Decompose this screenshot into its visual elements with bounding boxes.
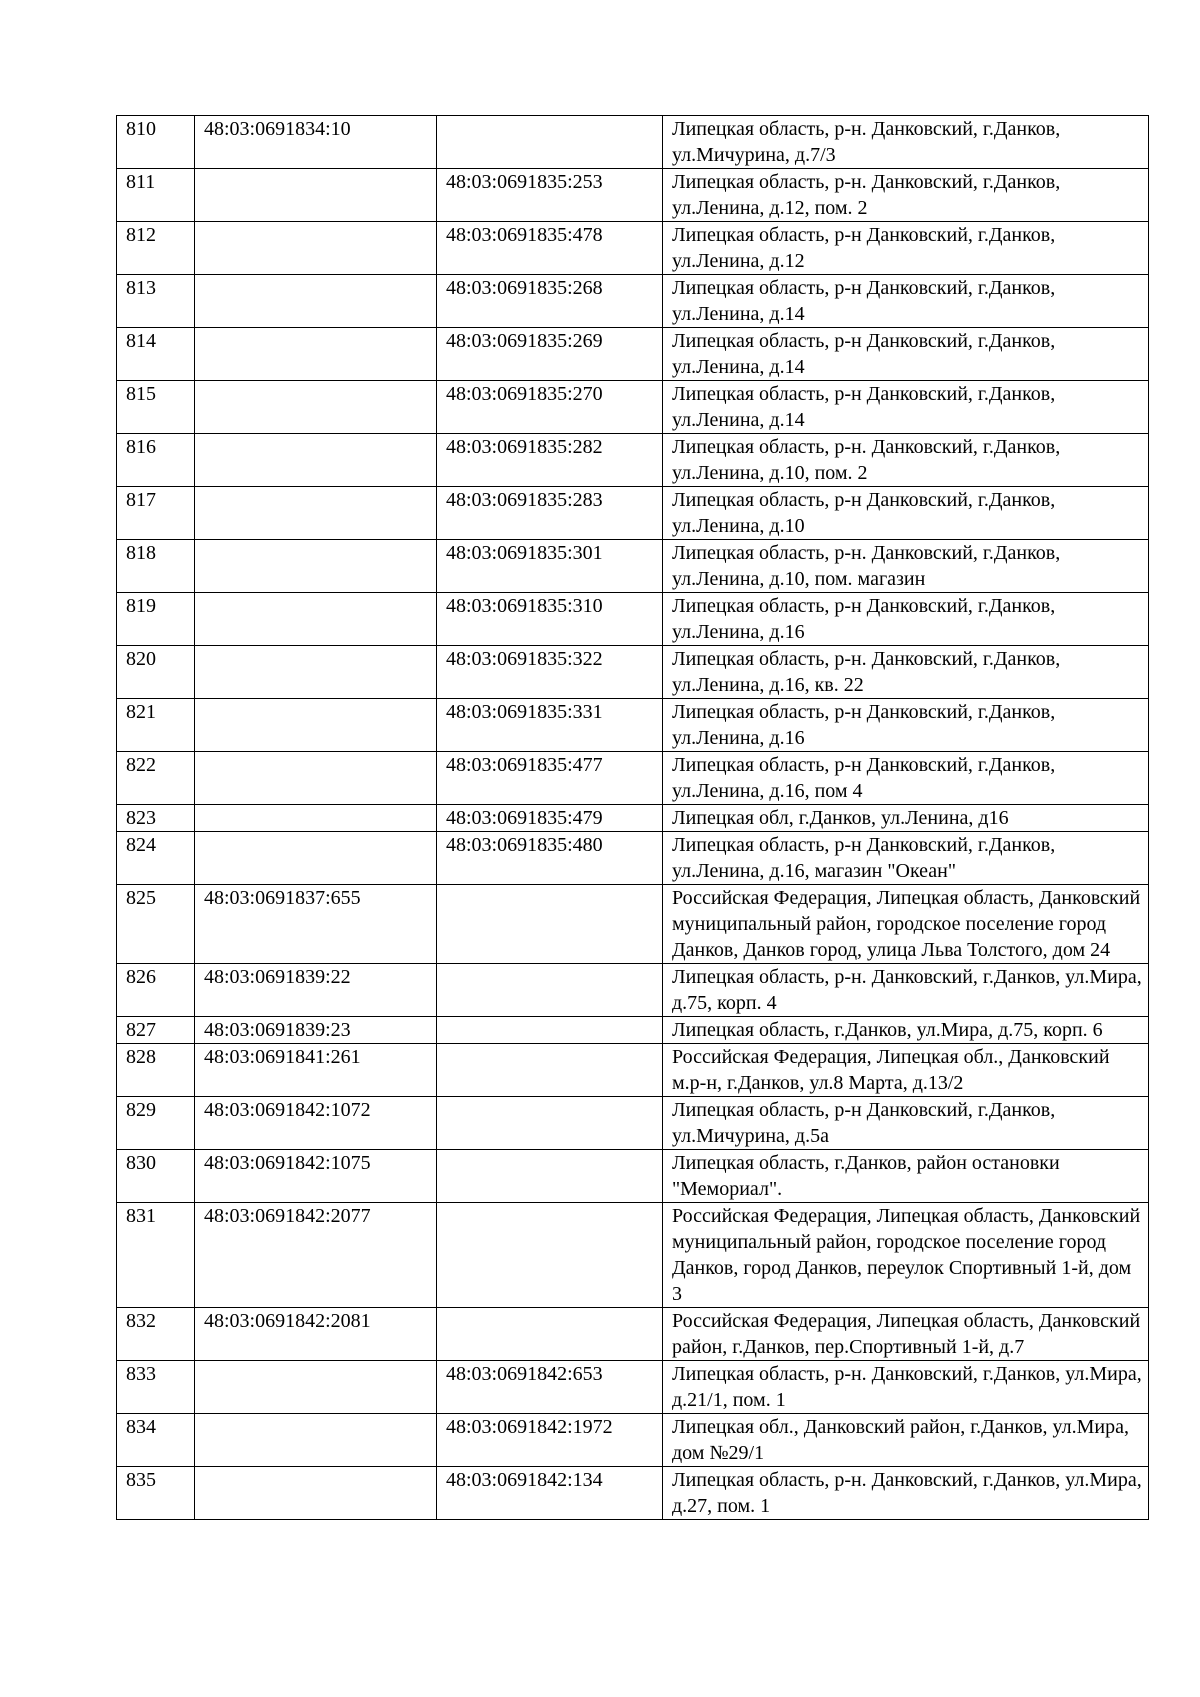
address-cell: Липецкая область, р-н Данковский, г.Данков, ул.Ленина, д.14: [663, 328, 1149, 381]
address-cell: Липецкая область, р-н. Данковский, г.Данков, ул.Ленина, д.10, пом. магазин: [663, 540, 1149, 593]
row-number-cell: 812: [117, 222, 195, 275]
land-cadastral-number-cell: [195, 169, 437, 222]
table-row: [117, 885, 1149, 964]
table-row: [117, 1414, 1149, 1467]
building-cadastral-number-cell: 48:03:0691835:480: [437, 832, 663, 885]
row-number-cell: 816: [117, 434, 195, 487]
land-cadastral-number-cell: [195, 540, 437, 593]
address-cell: Липецкая область, р-н Данковский, г.Данков, ул.Ленина, д.16: [663, 593, 1149, 646]
row-number-cell: 822: [117, 752, 195, 805]
land-cadastral-number-cell: [195, 222, 437, 275]
building-cadastral-number-cell: 48:03:0691835:282: [437, 434, 663, 487]
building-cadastral-number-cell: 48:03:0691835:270: [437, 381, 663, 434]
address-cell: Липецкая обл, г.Данков, ул.Ленина, д16: [663, 805, 1149, 832]
table-row: [117, 169, 1149, 222]
table-row: [117, 1150, 1149, 1203]
table-row: [117, 275, 1149, 328]
address-cell: Липецкая область, р-н Данковский, г.Данков, ул.Мичурина, д.5а: [663, 1097, 1149, 1150]
land-cadastral-number-cell: 48:03:0691837:655: [195, 885, 437, 964]
row-number-cell: 824: [117, 832, 195, 885]
land-cadastral-number-cell: [195, 328, 437, 381]
row-number-cell: 813: [117, 275, 195, 328]
building-cadastral-number-cell: 48:03:0691835:477: [437, 752, 663, 805]
row-number-cell: 811: [117, 169, 195, 222]
table-row: [117, 434, 1149, 487]
land-cadastral-number-cell: [195, 646, 437, 699]
row-number-cell: 819: [117, 593, 195, 646]
address-cell: Липецкая обл., Данковский район, г.Данков, ул.Мира, дом №29/1: [663, 1414, 1149, 1467]
building-cadastral-number-cell: 48:03:0691835:310: [437, 593, 663, 646]
table-row: [117, 699, 1149, 752]
address-cell: Российская Федерация, Липецкая обл., Данковский м.р-н, г.Данков, ул.8 Марта, д.13/2: [663, 1044, 1149, 1097]
land-cadastral-number-cell: [195, 1467, 437, 1520]
address-cell: Липецкая область, р-н. Данковский, г.Данков, ул.Ленина, д.10, пом. 2: [663, 434, 1149, 487]
building-cadastral-number-cell: 48:03:0691842:1972: [437, 1414, 663, 1467]
row-number-cell: 810: [117, 116, 195, 169]
building-cadastral-number-cell: 48:03:0691835:253: [437, 169, 663, 222]
registry-table-body: [117, 116, 1149, 1520]
table-row: [117, 1361, 1149, 1414]
land-cadastral-number-cell: [195, 699, 437, 752]
land-cadastral-number-cell: [195, 381, 437, 434]
row-number-cell: 825: [117, 885, 195, 964]
row-number-cell: 827: [117, 1017, 195, 1044]
table-row: [117, 593, 1149, 646]
address-cell: Липецкая область, р-н Данковский, г.Данков, ул.Ленина, д.16, пом 4: [663, 752, 1149, 805]
land-cadastral-number-cell: 48:03:0691842:2081: [195, 1308, 437, 1361]
land-cadastral-number-cell: 48:03:0691841:261: [195, 1044, 437, 1097]
land-cadastral-number-cell: [195, 832, 437, 885]
row-number-cell: 823: [117, 805, 195, 832]
building-cadastral-number-cell: [437, 885, 663, 964]
building-cadastral-number-cell: [437, 1017, 663, 1044]
table-row: [117, 1467, 1149, 1520]
building-cadastral-number-cell: 48:03:0691835:322: [437, 646, 663, 699]
table-row: [117, 1017, 1149, 1044]
building-cadastral-number-cell: 48:03:0691835:331: [437, 699, 663, 752]
row-number-cell: 832: [117, 1308, 195, 1361]
table-row: [117, 1203, 1149, 1308]
building-cadastral-number-cell: [437, 1203, 663, 1308]
row-number-cell: 834: [117, 1414, 195, 1467]
land-cadastral-number-cell: [195, 275, 437, 328]
land-cadastral-number-cell: 48:03:0691842:1075: [195, 1150, 437, 1203]
address-cell: Липецкая область, р-н Данковский, г.Данков, ул.Ленина, д.14: [663, 275, 1149, 328]
building-cadastral-number-cell: 48:03:0691842:653: [437, 1361, 663, 1414]
row-number-cell: 833: [117, 1361, 195, 1414]
building-cadastral-number-cell: 48:03:0691835:268: [437, 275, 663, 328]
row-number-cell: 829: [117, 1097, 195, 1150]
building-cadastral-number-cell: [437, 1044, 663, 1097]
address-cell: Российская Федерация, Липецкая область, Данковский район, г.Данков, пер.Спортивный 1-й, д.7: [663, 1308, 1149, 1361]
land-cadastral-number-cell: [195, 752, 437, 805]
land-cadastral-number-cell: 48:03:0691842:1072: [195, 1097, 437, 1150]
land-cadastral-number-cell: 48:03:0691839:23: [195, 1017, 437, 1044]
land-cadastral-number-cell: [195, 1361, 437, 1414]
table-row: [117, 805, 1149, 832]
building-cadastral-number-cell: [437, 116, 663, 169]
address-cell: Липецкая область, г.Данков, район остановки "Мемориал".: [663, 1150, 1149, 1203]
registry-table: [116, 115, 1149, 1520]
table-row: [117, 540, 1149, 593]
land-cadastral-number-cell: [195, 1414, 437, 1467]
row-number-cell: 820: [117, 646, 195, 699]
row-number-cell: 835: [117, 1467, 195, 1520]
table-row: [117, 964, 1149, 1017]
table-row: [117, 222, 1149, 275]
building-cadastral-number-cell: [437, 1308, 663, 1361]
building-cadastral-number-cell: 48:03:0691835:269: [437, 328, 663, 381]
land-cadastral-number-cell: [195, 593, 437, 646]
table-row: [117, 381, 1149, 434]
row-number-cell: 821: [117, 699, 195, 752]
address-cell: Российская Федерация, Липецкая область, Данковский муниципальный район, городское поселение город Данков, Данков город, улица Льва Толстого, дом 24: [663, 885, 1149, 964]
address-cell: Липецкая область, р-н. Данковский, г.Данков, ул.Мичурина, д.7/3: [663, 116, 1149, 169]
address-cell: Липецкая область, р-н Данковский, г.Данков, ул.Ленина, д.16, магазин "Океан": [663, 832, 1149, 885]
table-row: [117, 328, 1149, 381]
address-cell: Липецкая область, р-н. Данковский, г.Данков, ул.Мира, д.27, пом. 1: [663, 1467, 1149, 1520]
land-cadastral-number-cell: [195, 487, 437, 540]
table-row: [117, 1097, 1149, 1150]
building-cadastral-number-cell: 48:03:0691835:478: [437, 222, 663, 275]
building-cadastral-number-cell: 48:03:0691835:301: [437, 540, 663, 593]
table-row: [117, 1308, 1149, 1361]
table-row: [117, 487, 1149, 540]
row-number-cell: 818: [117, 540, 195, 593]
land-cadastral-number-cell: [195, 805, 437, 832]
address-cell: Липецкая область, г.Данков, ул.Мира, д.75, корп. 6: [663, 1017, 1149, 1044]
address-cell: Липецкая область, р-н Данковский, г.Данков, ул.Ленина, д.16: [663, 699, 1149, 752]
table-row: [117, 116, 1149, 169]
row-number-cell: 830: [117, 1150, 195, 1203]
row-number-cell: 817: [117, 487, 195, 540]
building-cadastral-number-cell: [437, 964, 663, 1017]
table-row: [117, 832, 1149, 885]
address-cell: Липецкая область, р-н. Данковский, г.Данков, ул.Ленина, д.16, кв. 22: [663, 646, 1149, 699]
table-row: [117, 646, 1149, 699]
building-cadastral-number-cell: [437, 1097, 663, 1150]
address-cell: Липецкая область, р-н. Данковский, г.Данков, ул.Мира, д.21/1, пом. 1: [663, 1361, 1149, 1414]
table-row: [117, 752, 1149, 805]
building-cadastral-number-cell: 48:03:0691835:479: [437, 805, 663, 832]
address-cell: Липецкая область, р-н. Данковский, г.Данков, ул.Мира, д.75, корп. 4: [663, 964, 1149, 1017]
address-cell: Липецкая область, р-н. Данковский, г.Данков, ул.Ленина, д.12, пом. 2: [663, 169, 1149, 222]
row-number-cell: 815: [117, 381, 195, 434]
table-row: [117, 1044, 1149, 1097]
row-number-cell: 826: [117, 964, 195, 1017]
row-number-cell: 814: [117, 328, 195, 381]
building-cadastral-number-cell: 48:03:0691842:134: [437, 1467, 663, 1520]
building-cadastral-number-cell: [437, 1150, 663, 1203]
address-cell: Российская Федерация, Липецкая область, Данковский муниципальный район, городское поселение город Данков, город Данков, переулок Спортивный 1-й, дом 3: [663, 1203, 1149, 1308]
address-cell: Липецкая область, р-н Данковский, г.Данков, ул.Ленина, д.10: [663, 487, 1149, 540]
address-cell: Липецкая область, р-н Данковский, г.Данков, ул.Ленина, д.12: [663, 222, 1149, 275]
land-cadastral-number-cell: 48:03:0691834:10: [195, 116, 437, 169]
address-cell: Липецкая область, р-н Данковский, г.Данков, ул.Ленина, д.14: [663, 381, 1149, 434]
row-number-cell: 828: [117, 1044, 195, 1097]
land-cadastral-number-cell: 48:03:0691842:2077: [195, 1203, 437, 1308]
row-number-cell: 831: [117, 1203, 195, 1308]
land-cadastral-number-cell: [195, 434, 437, 487]
building-cadastral-number-cell: 48:03:0691835:283: [437, 487, 663, 540]
land-cadastral-number-cell: 48:03:0691839:22: [195, 964, 437, 1017]
